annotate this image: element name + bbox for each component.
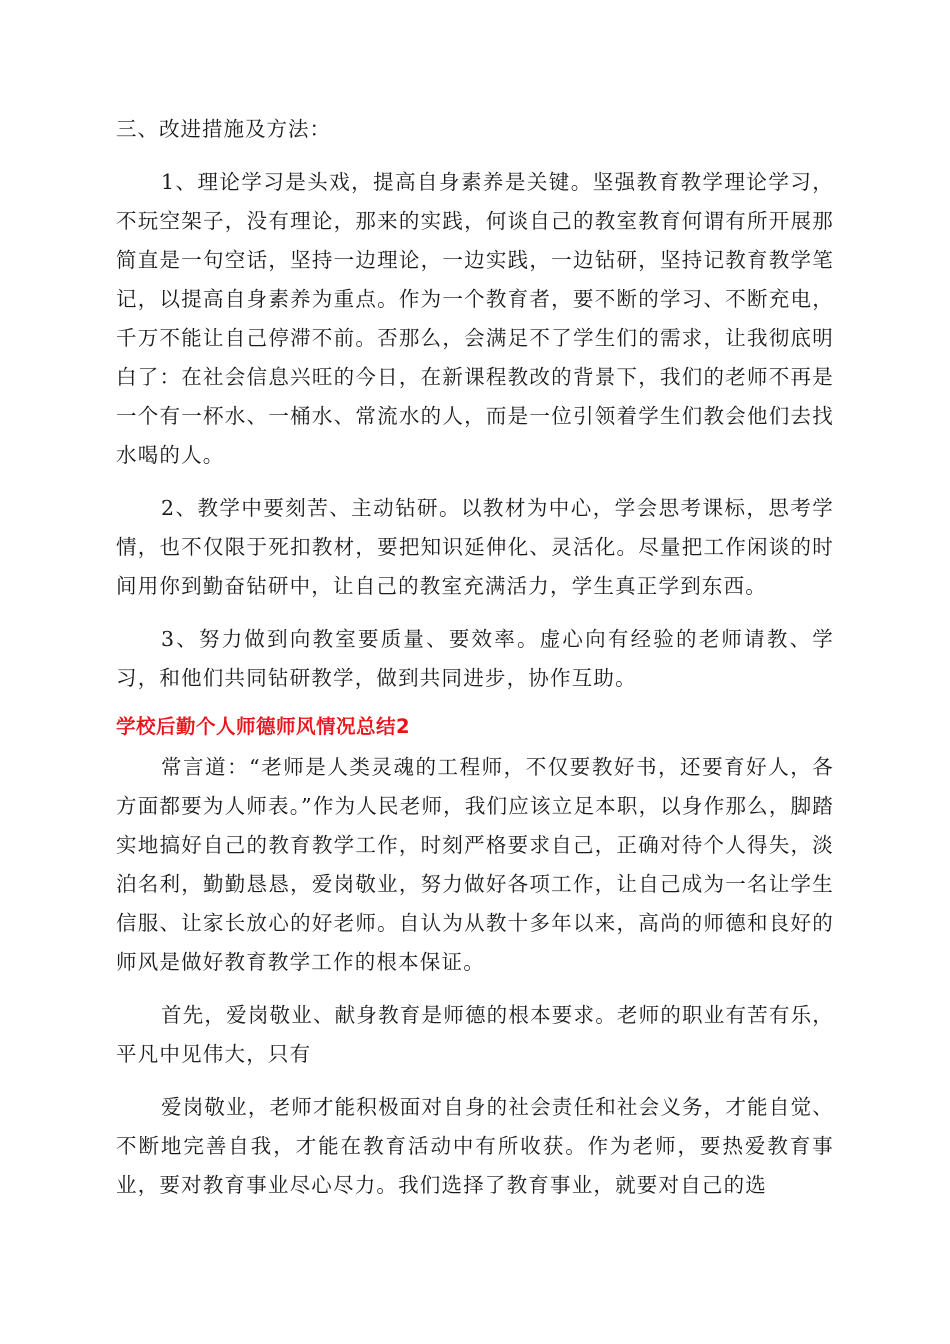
article-title: 学校后勤个人师德师风情况总结2 <box>116 715 411 738</box>
article-paragraph-1: 常言道：“老师是人类灵魂的工程师，不仅要教好书，还要育好人，各方面都要为人师表。”作为人民老师，我们应该立足本职，以身作那么，脚踏实地搞好自己的教育教学工作，时刻严格要求自己，正确对待个人得失，淡泊名利，勤勤恳恳，爱岗敬业，努力做好各项工作，让自己成为一名让学生信服、让家长放心的好老师。自认为从教十多年以来，高尚的师德和良好的师风是做好教育教学工作的根本保证。 <box>116 755 834 974</box>
measure-paragraph-3: 3、努力做到向教室要质量、要效率。虚心向有经验的老师请教、学习，和他们共同钻研教学，做到共同进步，协作互助。 <box>116 627 834 690</box>
measure-paragraph-2: 2、教学中要刻苦、主动钻研。以教材为中心，学会思考课标，思考学情，也不仅限于死扣教材，要把知识延伸化、灵活化。尽量把工作闲谈的时间用你到勤奋钻研中，让自己的教室充满活力，学生真正学到东西。 <box>116 496 834 598</box>
measure-paragraph-1: 1、理论学习是头戏，提高自身素养是关键。坚强教育教学理论学习，不玩空架子，没有理论，那来的实践，何谈自己的教室教育何谓有所开展那简直是一句空话，坚持一边理论，一边实践，一边钻研，坚持记教育教学笔记，以提高自身素养为重点。作为一个教育者，要不断的学习、不断充电，千万不能让自己停滞不前。否那么，会满足不了学生们的需求，让我彻底明白了：在社会信息兴旺的今日，在新课程教改的背景下，我们的老师不再是一个有一杯水、一桶水、常流水的人，而是一位引领着学生们教会他们去找水喝的人。 <box>116 170 834 467</box>
document-body <box>116 110 834 1219</box>
article-paragraph-2: 首先，爱岗敬业、献身教育是师德的根本要求。老师的职业有苦有乐，平凡中见伟大，只有 <box>116 1003 834 1066</box>
section-heading: 三、改进措施及方法： <box>116 117 331 141</box>
article-paragraph-3: 爱岗敬业，老师才能积极面对自身的社会责任和社会义务，才能自觉、不断地完善自我，才能在教育活动中有所收获。作为老师，要热爱教育事业，要对教育事业尽心尽力。我们选择了教育事业，就要对自己的选 <box>116 1095 834 1197</box>
